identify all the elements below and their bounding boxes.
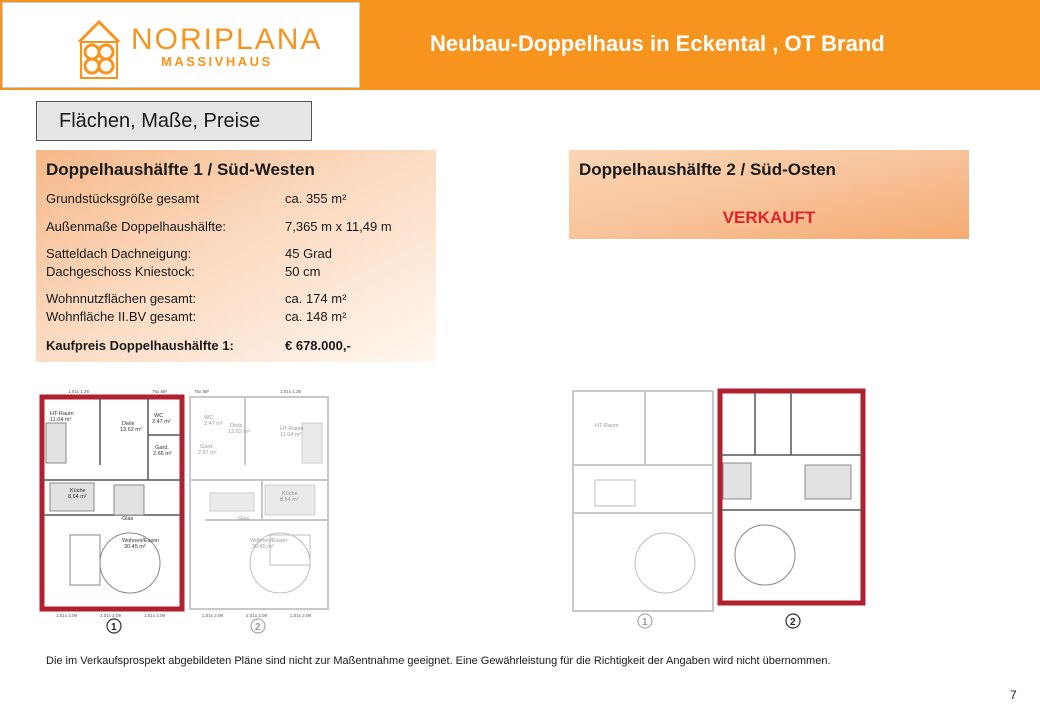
room-area: 2.67 m² <box>198 450 217 456</box>
room-label: Glas <box>122 516 134 522</box>
logo-subtitle: MASSIVHAUS <box>161 54 273 69</box>
room-area: 30.45 m² <box>124 544 146 550</box>
room-label: Wohnen/Essen <box>122 538 160 544</box>
room-label: Gard. <box>155 445 169 451</box>
dimension-label: 2.01x 2.09 <box>100 613 122 618</box>
room-label: Küche <box>70 488 86 494</box>
house2-title: Doppelhaushälfte 2 / Süd-Osten <box>579 160 836 179</box>
dimension-label: 1.01x 1.26 <box>68 389 90 394</box>
row-label: Außenmaße Doppelhaushälfte: <box>46 219 226 234</box>
row-value: ca. 355 m² <box>285 191 347 206</box>
page-number: 7 <box>1010 688 1017 702</box>
dimension-label: 1.01x 2.09 <box>202 613 224 618</box>
row-value: ca. 174 m² <box>285 291 347 306</box>
house1-title: Doppelhaushälfte 1 / Süd-Westen <box>46 160 315 179</box>
room-label: Küche <box>282 491 298 497</box>
page-title: Neubau-Doppelhaus in Eckental , OT Brand <box>430 31 885 56</box>
price-label: Kaufpreis Doppelhaushälfte 1: <box>46 338 234 353</box>
disclaimer: Die im Verkaufsprospekt abgebildeten Pläne sind nicht zur Maßentnahme geeignet. Eine Gewährleistung für die Richtigkeit der Angaben wird nicht übernommen. <box>46 655 831 667</box>
room-area: 2.66 m² <box>153 451 172 457</box>
room-label: HT-Raum <box>280 426 304 432</box>
row-value: ca. 148 m² <box>285 309 347 324</box>
plan-number: 2 <box>790 617 796 628</box>
dimension-label: 1.01x 1.26 <box>280 389 302 394</box>
dimension-label: 1.01x 2.09 <box>56 613 78 618</box>
house-logo-icon <box>75 16 123 80</box>
dimension-label: 1.01x 2.09 <box>144 613 166 618</box>
row-value: 45 Grad <box>285 246 332 261</box>
room-label: Glas <box>238 516 250 522</box>
header-bar <box>0 0 1040 90</box>
svg-text:HT-Raum: HT-Raum <box>595 423 619 429</box>
room-label: WC <box>154 413 164 419</box>
row-label: Dachgeschoss Kniestock: <box>46 264 195 279</box>
logo <box>2 2 360 88</box>
room-area: 30.45 m² <box>252 544 274 550</box>
logo-name: NORIPLANA <box>131 23 323 56</box>
room-label: Diele <box>122 421 135 427</box>
room-label: WC <box>204 415 214 421</box>
room-area: 2.47 m² <box>152 419 171 425</box>
room-label: HT-Raum <box>50 411 74 417</box>
house1-info-card <box>36 150 436 362</box>
room-area: 11.04 m² <box>280 432 302 438</box>
room-area: 13.62 m² <box>120 427 142 433</box>
room-area: 13.62 m² <box>228 429 250 435</box>
row-label: Wohnnutzflächen gesamt: <box>46 291 197 306</box>
section-label: Flächen, Maße, Preise <box>36 101 312 141</box>
room-label: Gard. <box>200 444 214 450</box>
room-area: 8.64 m² <box>280 497 299 503</box>
plan-number: 1 <box>642 617 648 628</box>
room-area: 8.64 m² <box>68 494 87 500</box>
price-value: € 678.000,- <box>285 338 351 353</box>
row-label: Wohnfläche II.BV gesamt: <box>46 309 197 324</box>
sold-status: VERKAUFT <box>722 208 816 227</box>
room-label: Wohnen/Essen <box>250 538 288 544</box>
dimension-label: 2.01x 2.09 <box>246 613 268 618</box>
plan-number: 1 <box>111 622 117 633</box>
dimension-label: 1.01x 2.09 <box>290 613 312 618</box>
dimension-label: 76x 88² <box>152 389 168 394</box>
room-area: 11.04 m² <box>50 417 72 423</box>
row-label: Satteldach Dachneigung: <box>46 246 192 261</box>
house2-info-card <box>569 150 969 239</box>
room-area: 2.47 m² <box>204 421 223 427</box>
row-label: Grundstücksgröße gesamt <box>46 191 200 206</box>
plan-number: 2 <box>255 622 261 633</box>
floor-plan-1 <box>30 385 340 635</box>
row-value: 7,365 m x 11,49 m <box>285 219 392 234</box>
dimension-label: 76x 88² <box>194 389 210 394</box>
room-label: Diele <box>230 423 243 429</box>
floor-plan-2 <box>565 385 875 635</box>
row-value: 50 cm <box>285 264 321 279</box>
